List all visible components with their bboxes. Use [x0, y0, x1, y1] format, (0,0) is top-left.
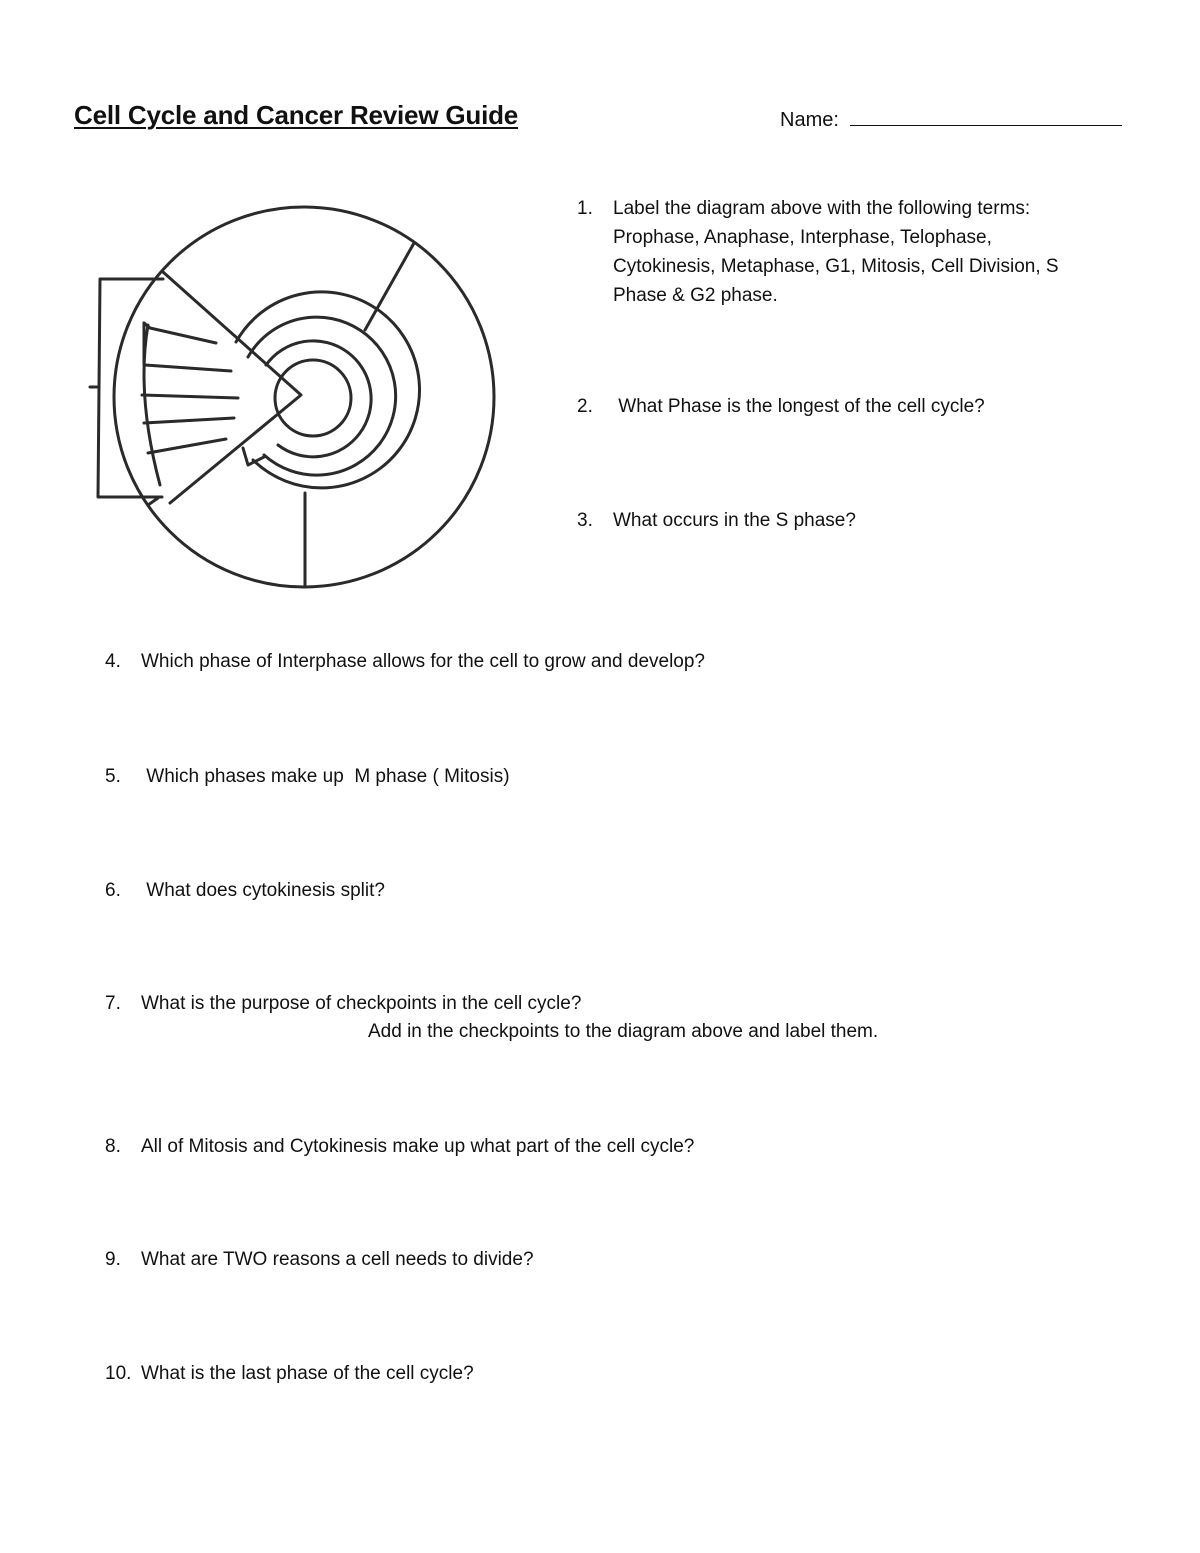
spiral-inner — [266, 341, 371, 457]
question-4 — [105, 647, 705, 676]
question-1 — [577, 194, 1059, 310]
cell-division-bracket — [98, 279, 163, 497]
question-number: 1. — [577, 198, 593, 219]
question-7 — [105, 989, 581, 1018]
wedge-line-3 — [144, 418, 234, 423]
wedge-line-4 — [148, 439, 226, 453]
question-text: All of Mitosis and Cytokinesis make up what part of the cell cycle? — [141, 1136, 695, 1157]
question-text: What Phase is the longest of the cell cycle? — [613, 396, 985, 417]
spiral-arrowhead — [243, 448, 264, 465]
name-label: Name: — [780, 109, 845, 131]
page-title: Cell Cycle and Cancer Review Guide — [74, 100, 519, 130]
question-number: 4. — [105, 651, 121, 672]
question-text: Which phases make up M phase ( Mitosis) — [141, 766, 510, 787]
question-number: 10. — [105, 1363, 132, 1384]
mitosis-wedge — [163, 272, 301, 503]
question-text: What occurs in the S phase? — [613, 510, 856, 531]
question-number: 3. — [577, 510, 593, 531]
question-9 — [105, 1245, 534, 1274]
wedge-line-2 — [142, 395, 238, 398]
divider-bottom-left — [148, 498, 158, 505]
question-number: 5. — [105, 766, 121, 787]
question-number: 8. — [105, 1136, 121, 1157]
question-2 — [577, 392, 985, 421]
question-7-subtext: Add in the checkpoints to the diagram above and label them. — [368, 1021, 879, 1042]
question-6 — [105, 876, 385, 905]
question-number: 9. — [105, 1249, 121, 1270]
question-text: Which phase of Interphase allows for the cell to grow and develop? — [141, 651, 705, 672]
wedge-inner-arc — [144, 325, 160, 485]
question-10 — [105, 1359, 474, 1388]
question-text-line: Label the diagram above with the following terms: — [613, 198, 1031, 219]
question-text: What is the purpose of checkpoints in the cell cycle? — [141, 993, 582, 1014]
question-3 — [577, 506, 856, 535]
name-field[interactable] — [780, 108, 1122, 132]
question-text-line: Phase & G2 phase. — [613, 285, 778, 306]
question-text: What are TWO reasons a cell needs to divide? — [141, 1249, 534, 1270]
divider-top-right — [365, 243, 414, 330]
question-8 — [105, 1132, 694, 1161]
wedge-line-1 — [145, 365, 231, 371]
question-5 — [105, 762, 510, 791]
question-text-line: Prophase, Anaphase, Interphase, Telophase, — [613, 227, 992, 248]
cell-cycle-diagram — [88, 195, 508, 595]
question-number: 2. — [577, 396, 593, 417]
spiral-core — [275, 360, 351, 436]
question-text: What is the last phase of the cell cycle? — [141, 1363, 474, 1384]
question-text-line: Cytokinesis, Metaphase, G1, Mitosis, Cell Division, S — [613, 256, 1059, 277]
question-number: 6. — [105, 880, 121, 901]
name-blank-line[interactable] — [850, 108, 1122, 126]
question-text: What does cytokinesis split? — [141, 880, 385, 901]
question-number: 7. — [105, 993, 121, 1014]
wedge-step-outer — [144, 323, 216, 343]
